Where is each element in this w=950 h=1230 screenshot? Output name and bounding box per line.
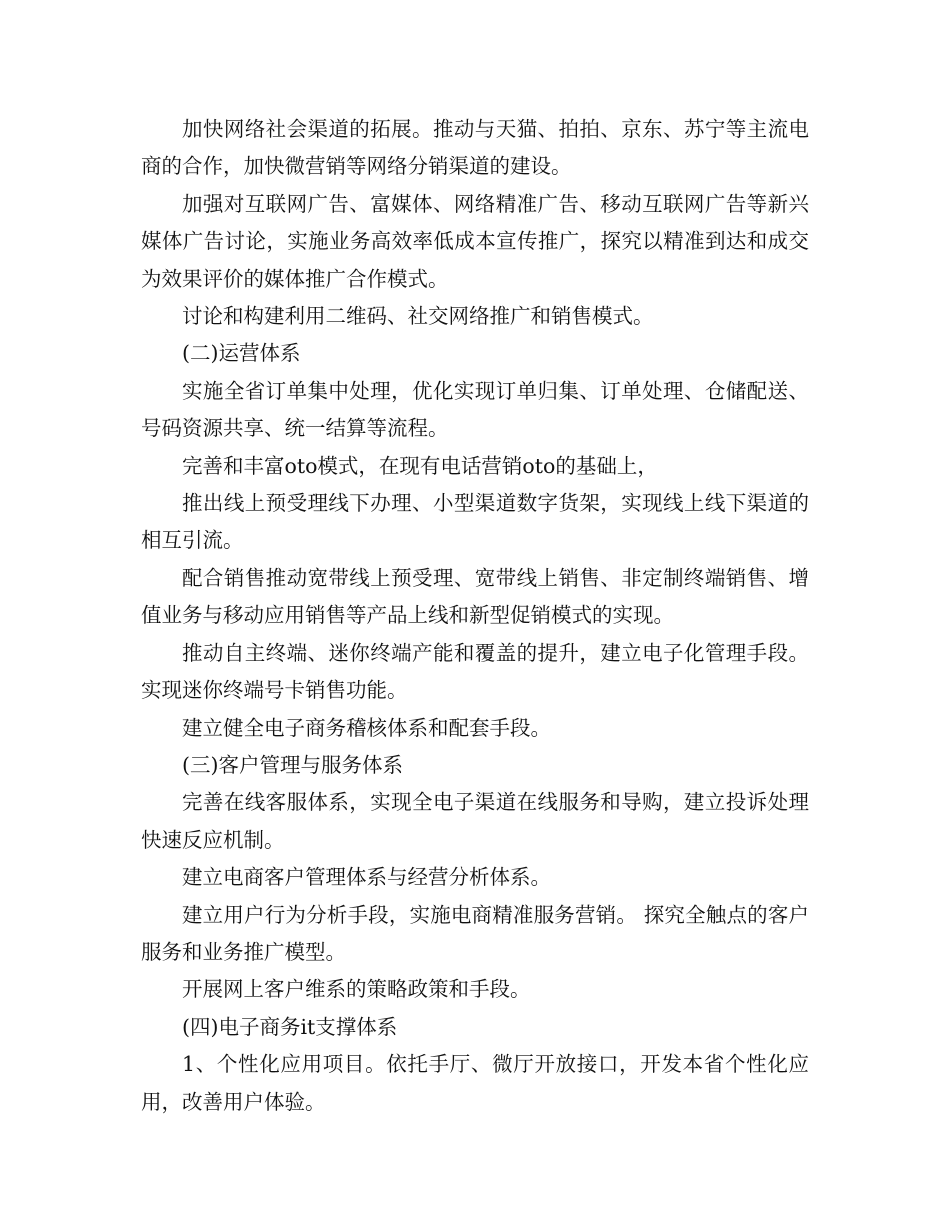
- paragraph-personalized-apps: 1、个性化应用项目。依托手厅、微厅开放接口，开发本省个性化应用，改善用户体验。: [141, 1052, 809, 1114]
- paragraph-online-offline: 推出线上预受理线下办理、小型渠道数字货架，实现线上线下渠道的相互引流。: [141, 491, 809, 553]
- paragraph-broadband-sales: 配合销售推动宽带线上预受理、宽带线上销售、非定制终端销售、增值业务与移动应用销售等产品上线和新型促销模式的实现。: [141, 565, 809, 628]
- paragraph-retention: 开展网上客户维系的策略政策和手段。: [182, 977, 531, 1002]
- paragraph-media-advertising: 加强对互联网广告、富媒体、网络精准广告、移动互联网广告等新兴媒体广告讨论，实施业务高效率低成本宣传推广，探究以精准到达和成交为效果评价的媒体推广合作模式。: [141, 191, 809, 291]
- section-heading-it-support: (四)电子商务it支撑体系: [182, 1014, 398, 1039]
- paragraph-terminals: 推动自主终端、迷你终端产能和覆盖的提升，建立电子化管理手段。实现迷你终端号卡销售功能。: [141, 640, 809, 703]
- section-heading-customer-service: (三)客户管理与服务体系: [182, 752, 403, 777]
- section-heading-operations: (二)运营体系: [182, 341, 301, 366]
- document-body: [141, 111, 809, 1121]
- paragraph-customer-management: 建立电商客户管理体系与经营分析体系。: [182, 865, 551, 890]
- paragraph-order-processing: 实施全省订单集中处理，优化实现订单归集、订单处理、仓储配送、号码资源共享、统一结算等流程。: [141, 378, 809, 441]
- paragraph-audit-system: 建立健全电子商务稽核体系和配套手段。: [182, 715, 551, 740]
- paragraph-behavior-analysis: 建立用户行为分析手段，实施电商精准服务营销。 探究全触点的客户服务和业务推广模型。: [141, 902, 809, 964]
- paragraph-qr-social: 讨论和构建利用二维码、社交网络推广和销售模式。: [182, 304, 654, 329]
- paragraph-oto-model: 完善和丰富oto模式，在现有电话营销oto的基础上，: [182, 453, 658, 478]
- paragraph-online-service: 完善在线客服体系，实现全电子渠道在线服务和导购，建立投诉处理快速反应机制。: [141, 790, 809, 852]
- paragraph-channel-expansion: 加快网络社会渠道的拓展。推动与天猫、拍拍、京东、苏宁等主流电商的合作，加快微营销等网络分销渠道的建设。: [141, 117, 809, 179]
